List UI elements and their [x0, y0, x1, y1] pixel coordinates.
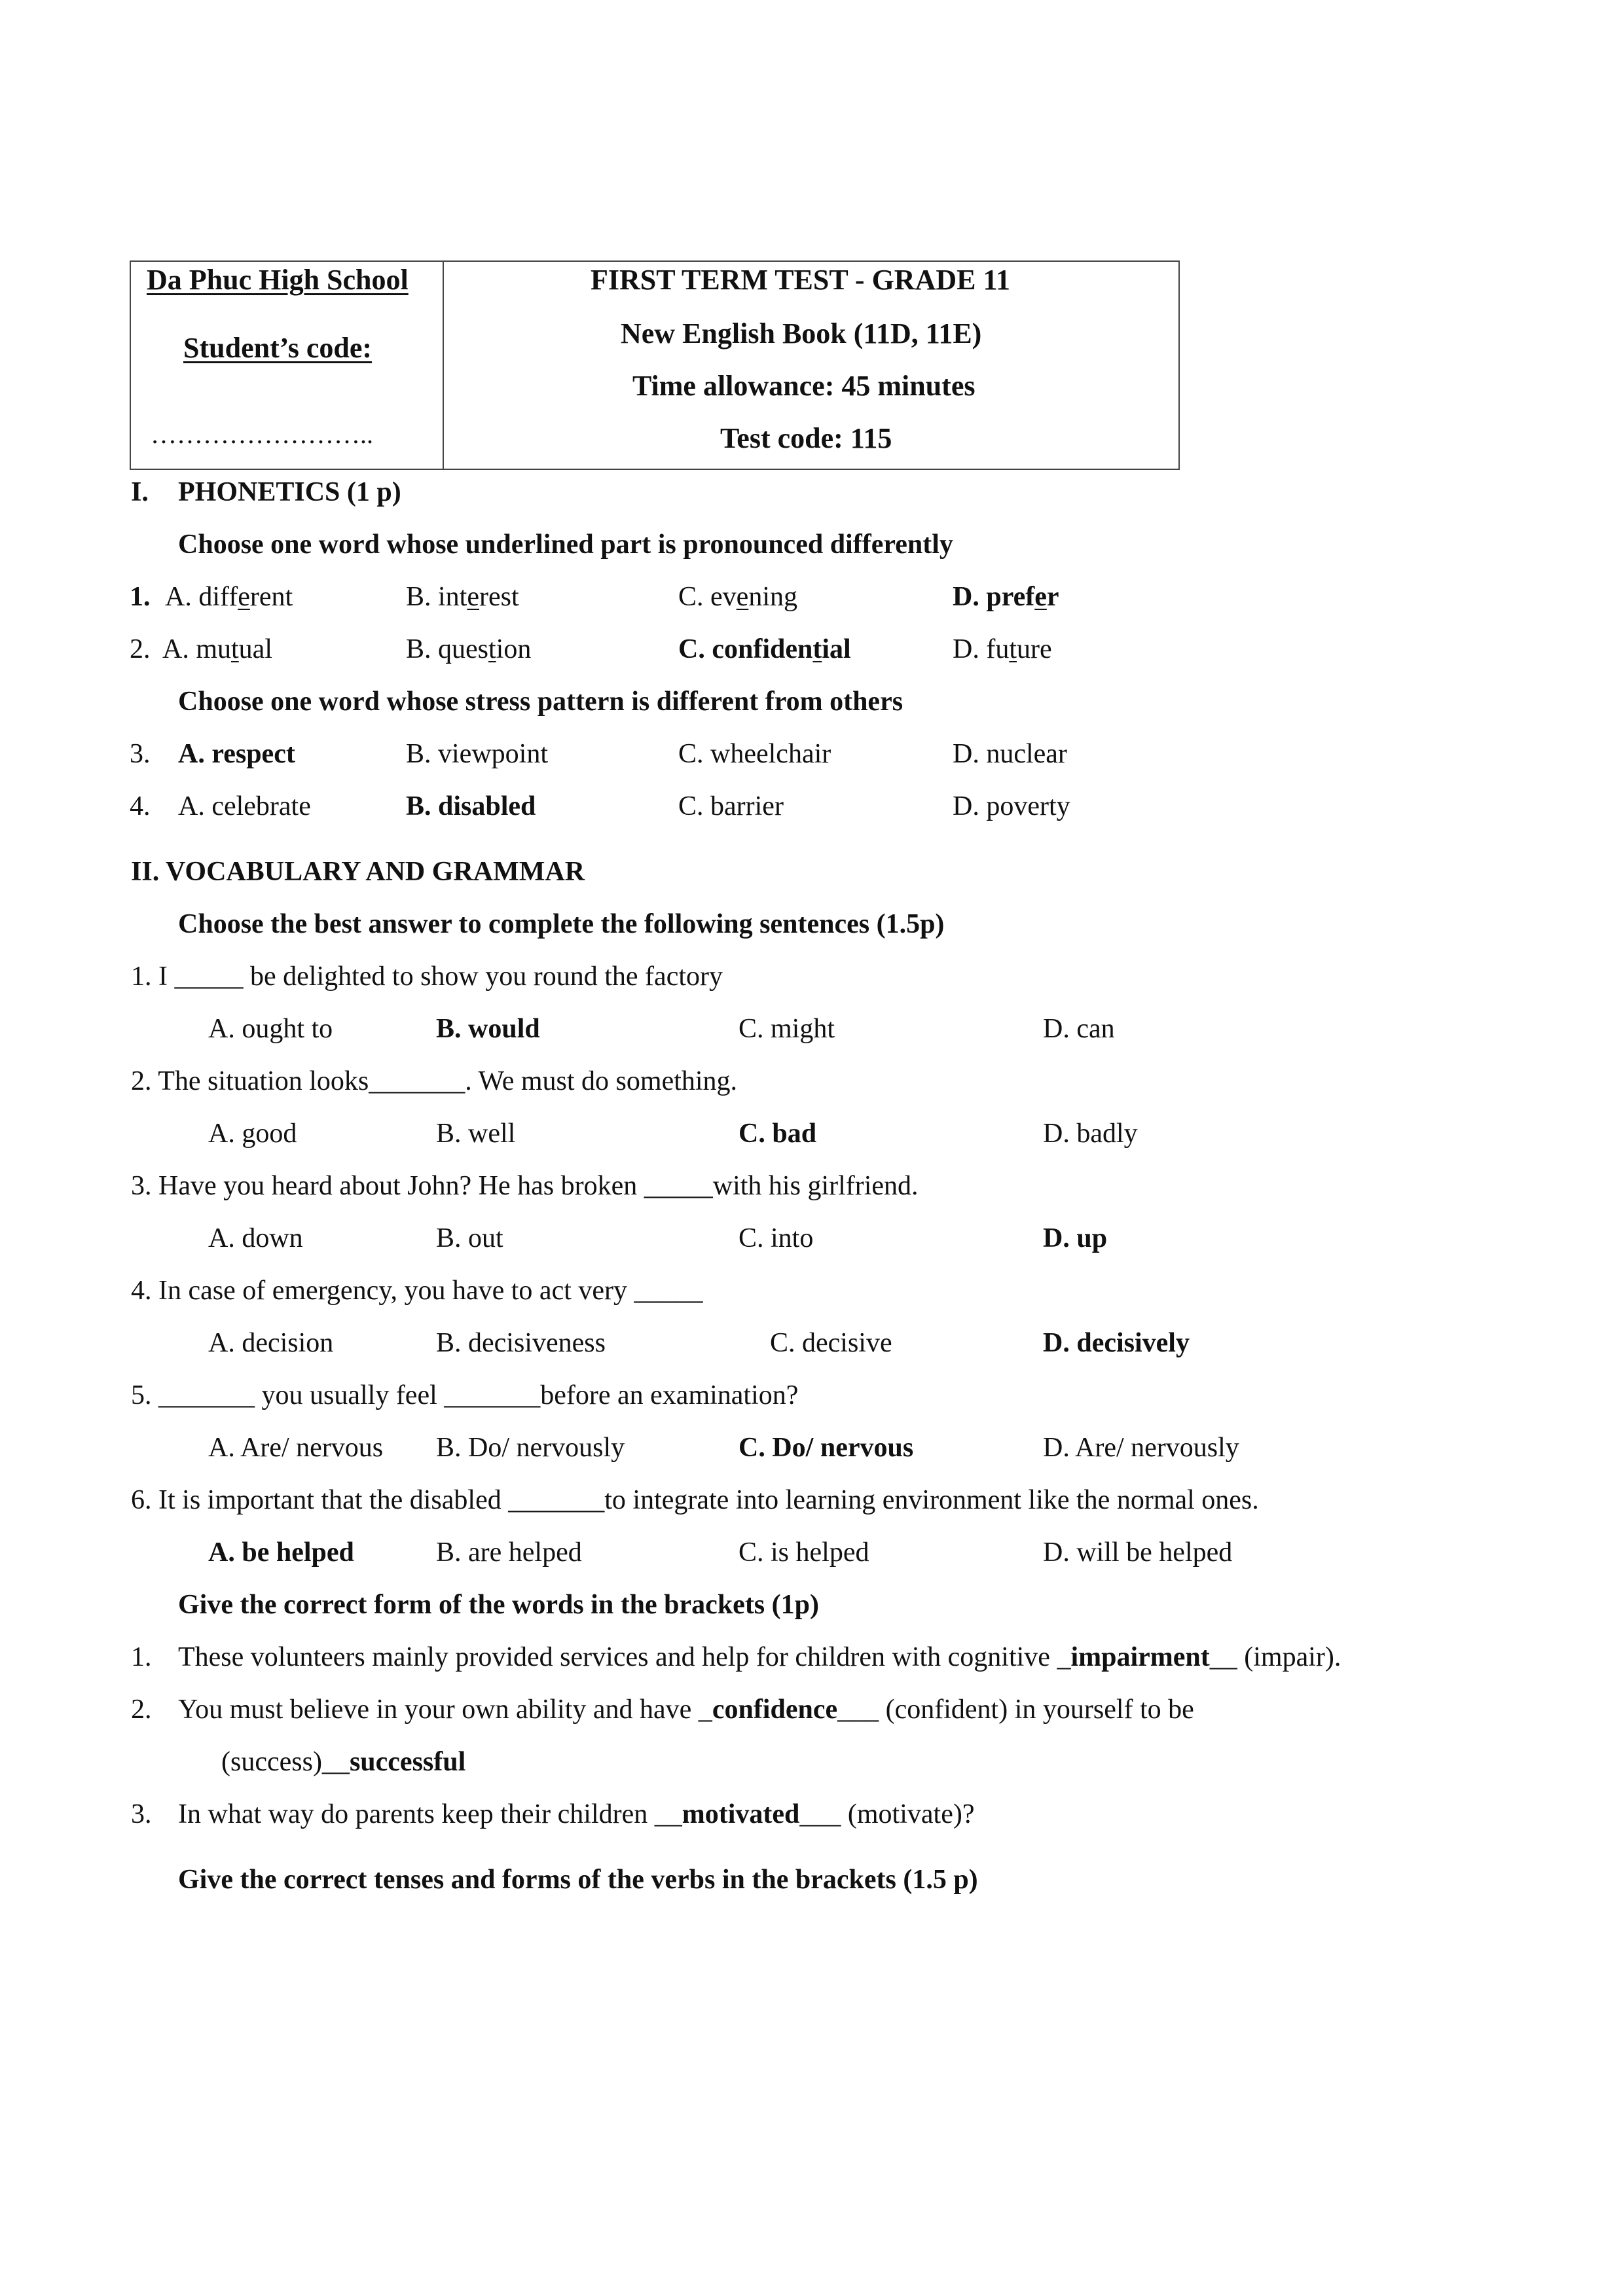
- item-number: 3.: [131, 1799, 152, 1829]
- option-a-answer: A. be helped: [208, 1537, 354, 1568]
- option-b: B. question: [406, 634, 532, 664]
- phonetics-instruction-1: Choose one word whose underlined part is pronounced differently: [178, 529, 953, 560]
- vocab-instruction-2: Give the correct form of the words in the brackets (1p): [178, 1590, 819, 1620]
- question-number: 4.: [130, 791, 151, 821]
- phonetics-instruction-2: Choose one word whose stress pattern is different from others: [178, 687, 903, 717]
- option-b-answer: B. disabled: [406, 791, 536, 821]
- option-d-answer: D. up: [1043, 1223, 1108, 1253]
- phonetics-heading: PHONETICS (1 p): [178, 477, 401, 507]
- option-c-answer: C. Do/ nervous: [739, 1433, 914, 1463]
- option-a: A. good: [208, 1119, 297, 1149]
- option-b: B. out: [436, 1223, 503, 1253]
- option-d: D. Are/ nervously: [1043, 1433, 1239, 1463]
- header-divider: [443, 262, 444, 469]
- test-title: FIRST TERM TEST - GRADE 11: [591, 264, 1011, 296]
- section-number-1: I.: [131, 477, 149, 507]
- option-b-answer: B. would: [436, 1014, 540, 1044]
- question-text: 3. Have you heard about John? He has broken _____with his girlfriend.: [131, 1171, 919, 1201]
- question-number: 1.: [130, 582, 151, 612]
- vocab-instruction-1: Choose the best answer to complete the following sentences (1.5p): [178, 909, 945, 939]
- option-b: B. are helped: [436, 1537, 582, 1568]
- option-d: D. nuclear: [953, 739, 1067, 769]
- question-number: 3.: [130, 739, 151, 769]
- question-number: 2.: [130, 634, 151, 664]
- option-c: C. evening: [678, 582, 797, 612]
- option-c: C. barrier: [678, 791, 784, 821]
- option-d-answer: D. decisively: [1043, 1328, 1190, 1358]
- school-name: Da Phuc High School: [147, 264, 409, 296]
- vocab-instruction-3: Give the correct tenses and forms of the verbs in the brackets (1.5 p): [178, 1865, 978, 1895]
- option-c: C. might: [739, 1014, 835, 1044]
- option-b: B. Do/ nervously: [436, 1433, 625, 1463]
- student-code-label: Student’s code:: [183, 332, 373, 364]
- option-a: A. different: [165, 582, 293, 612]
- option-c-answer: C. bad: [739, 1119, 817, 1149]
- option-a: A. down: [208, 1223, 303, 1253]
- word-form-item: You must believe in your own ability and have _confidence___ (confident) in yourself to be: [178, 1695, 1194, 1725]
- word-form-item: In what way do parents keep their children __motivated___ (motivate)?: [178, 1799, 975, 1829]
- option-c: C. into: [739, 1223, 814, 1253]
- option-d-answer: D. prefer: [953, 582, 1059, 612]
- student-code-dots: ……………………..: [151, 420, 373, 449]
- option-a: A. celebrate: [178, 791, 311, 821]
- option-a: A. mutual: [162, 634, 272, 664]
- option-c: C. is helped: [739, 1537, 869, 1568]
- option-a: A. ought to: [208, 1014, 333, 1044]
- option-d: D. will be helped: [1043, 1537, 1233, 1568]
- word-form-item: These volunteers mainly provided services and help for children with cognitive _impairment__ (impair).: [178, 1642, 1341, 1672]
- test-code: Test code: 115: [720, 422, 892, 454]
- vocab-heading: II. VOCABULARY AND GRAMMAR: [131, 857, 585, 887]
- option-c: C. decisive: [770, 1328, 892, 1358]
- question-text: 5. _______ you usually feel _______before an examination?: [131, 1380, 799, 1410]
- time-allowance: Time allowance: 45 minutes: [632, 370, 976, 402]
- option-d: D. can: [1043, 1014, 1115, 1044]
- option-a: A. Are/ nervous: [208, 1433, 384, 1463]
- option-d: D. poverty: [953, 791, 1070, 821]
- book-title: New English Book (11D, 11E): [621, 317, 982, 350]
- item-number: 2.: [131, 1695, 152, 1725]
- option-b: B. decisiveness: [436, 1328, 606, 1358]
- item-number: 1.: [131, 1642, 152, 1672]
- question-text: 4. In case of emergency, you have to act very _____: [131, 1276, 703, 1306]
- option-b: B. well: [436, 1119, 516, 1149]
- option-c: C. wheelchair: [678, 739, 831, 769]
- option-a-answer: A. respect: [178, 739, 295, 769]
- question-text: 6. It is important that the disabled _______to integrate into learning environment like the normal ones.: [131, 1485, 1259, 1515]
- option-c-answer: C. confidential: [678, 634, 851, 664]
- word-form-continuation: (success)__successful: [221, 1747, 466, 1777]
- option-a: A. decision: [208, 1328, 334, 1358]
- option-d: D. badly: [1043, 1119, 1138, 1149]
- question-text: 1. I _____ be delighted to show you round the factory: [131, 961, 723, 992]
- question-text: 2. The situation looks_______. We must do something.: [131, 1066, 738, 1096]
- option-b: B. interest: [406, 582, 519, 612]
- option-b: B. viewpoint: [406, 739, 548, 769]
- option-d: D. future: [953, 634, 1052, 664]
